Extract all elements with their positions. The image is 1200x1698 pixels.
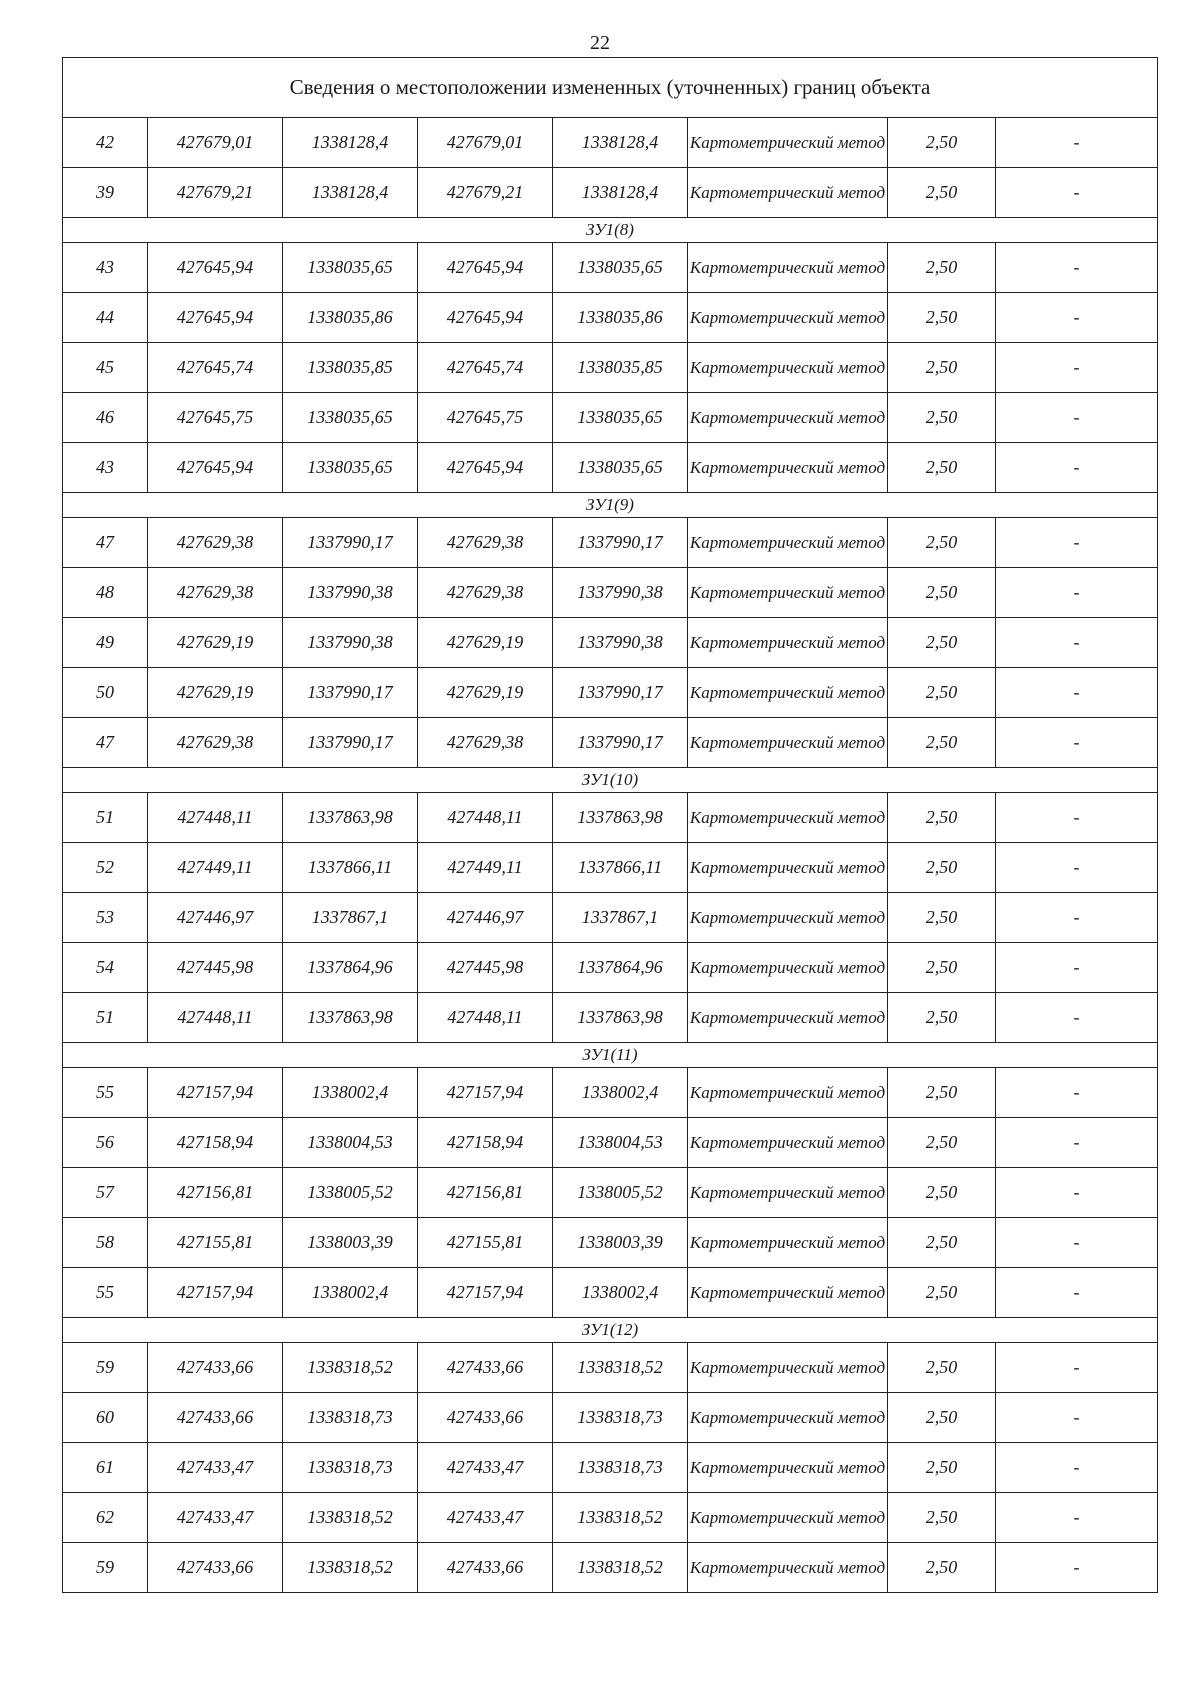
method-cell: Картометрический метод [688,243,888,293]
existing-y-cell: 1338318,52 [283,1343,418,1393]
table-row [63,568,1158,618]
refined-y-cell: 1337990,17 [553,718,688,768]
note-cell: - [996,1218,1158,1268]
precision-cell: 2,50 [888,1443,996,1493]
precision-cell: 2,50 [888,1343,996,1393]
point-number-cell: 49 [63,618,148,668]
existing-y-cell: 1338035,65 [283,393,418,443]
table-row [63,718,1158,768]
refined-x-cell: 427433,66 [418,1543,553,1593]
precision-cell: 2,50 [888,443,996,493]
existing-x-cell: 427433,66 [148,1393,283,1443]
table-row [63,1268,1158,1318]
note-cell: - [996,1543,1158,1593]
point-number-cell: 51 [63,793,148,843]
note-cell: - [996,793,1158,843]
section-label: ЗУ1(11) [63,1043,1158,1068]
table-row [63,243,1158,293]
existing-x-cell: 427158,94 [148,1118,283,1168]
table-row [63,1493,1158,1543]
method-cell: Картометрический метод [688,993,888,1043]
method-cell: Картометрический метод [688,1493,888,1543]
method-cell: Картометрический метод [688,793,888,843]
refined-y-cell: 1337990,38 [553,618,688,668]
table-row [63,518,1158,568]
refined-y-cell: 1337867,1 [553,893,688,943]
note-cell: - [996,393,1158,443]
refined-x-cell: 427629,19 [418,618,553,668]
existing-y-cell: 1338035,65 [283,243,418,293]
existing-x-cell: 427155,81 [148,1218,283,1268]
precision-cell: 2,50 [888,1393,996,1443]
existing-x-cell: 427156,81 [148,1168,283,1218]
section-label: ЗУ1(9) [63,493,1158,518]
method-cell: Картометрический метод [688,1443,888,1493]
note-cell: - [996,293,1158,343]
precision-cell: 2,50 [888,568,996,618]
point-number-cell: 59 [63,1343,148,1393]
precision-cell: 2,50 [888,993,996,1043]
existing-y-cell: 1337990,17 [283,718,418,768]
note-cell: - [996,1393,1158,1443]
precision-cell: 2,50 [888,168,996,218]
method-cell: Картометрический метод [688,443,888,493]
section-label: ЗУ1(8) [63,218,1158,243]
point-number-cell: 60 [63,1393,148,1443]
refined-x-cell: 427679,21 [418,168,553,218]
refined-y-cell: 1338035,65 [553,443,688,493]
section-label: ЗУ1(10) [63,768,1158,793]
existing-x-cell: 427433,47 [148,1493,283,1543]
note-cell: - [996,1268,1158,1318]
refined-x-cell: 427645,94 [418,443,553,493]
method-cell: Картометрический метод [688,168,888,218]
point-number-cell: 53 [63,893,148,943]
point-number-cell: 46 [63,393,148,443]
refined-x-cell: 427629,19 [418,668,553,718]
refined-y-cell: 1338318,52 [553,1493,688,1543]
refined-x-cell: 427446,97 [418,893,553,943]
precision-cell: 2,50 [888,393,996,443]
existing-y-cell: 1338035,85 [283,343,418,393]
method-cell: Картометрический метод [688,718,888,768]
existing-y-cell: 1338035,86 [283,293,418,343]
point-number-cell: 57 [63,1168,148,1218]
refined-y-cell: 1337990,17 [553,668,688,718]
existing-x-cell: 427645,75 [148,393,283,443]
point-number-cell: 44 [63,293,148,343]
table-row [63,1218,1158,1268]
existing-x-cell: 427446,97 [148,893,283,943]
section-header-row [63,768,1158,793]
note-cell: - [996,843,1158,893]
existing-y-cell: 1338128,4 [283,168,418,218]
refined-y-cell: 1338003,39 [553,1218,688,1268]
refined-y-cell: 1338035,65 [553,393,688,443]
precision-cell: 2,50 [888,793,996,843]
existing-x-cell: 427433,47 [148,1443,283,1493]
note-cell: - [996,343,1158,393]
point-number-cell: 61 [63,1443,148,1493]
coordinates-table-container [62,57,1157,1593]
precision-cell: 2,50 [888,118,996,168]
table-row [63,1068,1158,1118]
method-cell: Картометрический метод [688,943,888,993]
point-number-cell: 47 [63,718,148,768]
existing-y-cell: 1337867,1 [283,893,418,943]
note-cell: - [996,1068,1158,1118]
existing-x-cell: 427433,66 [148,1343,283,1393]
refined-x-cell: 427629,38 [418,568,553,618]
refined-x-cell: 427433,47 [418,1493,553,1543]
method-cell: Картометрический метод [688,1168,888,1218]
existing-x-cell: 427445,98 [148,943,283,993]
note-cell: - [996,1343,1158,1393]
table-row [63,393,1158,443]
refined-y-cell: 1338318,73 [553,1443,688,1493]
refined-x-cell: 427629,38 [418,518,553,568]
existing-x-cell: 427629,38 [148,518,283,568]
precision-cell: 2,50 [888,718,996,768]
table-row [63,168,1158,218]
refined-x-cell: 427645,94 [418,293,553,343]
refined-x-cell: 427445,98 [418,943,553,993]
point-number-cell: 55 [63,1068,148,1118]
precision-cell: 2,50 [888,668,996,718]
method-cell: Картометрический метод [688,518,888,568]
section-label: ЗУ1(12) [63,1318,1158,1343]
refined-x-cell: 427433,47 [418,1443,553,1493]
refined-x-cell: 427157,94 [418,1268,553,1318]
table-title: Сведения о местоположении измененных (уточненных) границ объекта [63,58,1158,118]
existing-x-cell: 427679,21 [148,168,283,218]
refined-x-cell: 427645,74 [418,343,553,393]
point-number-cell: 58 [63,1218,148,1268]
refined-y-cell: 1338035,85 [553,343,688,393]
refined-y-cell: 1338002,4 [553,1068,688,1118]
refined-y-cell: 1338318,52 [553,1343,688,1393]
existing-y-cell: 1338318,73 [283,1443,418,1493]
refined-y-cell: 1338005,52 [553,1168,688,1218]
existing-y-cell: 1338002,4 [283,1268,418,1318]
note-cell: - [996,443,1158,493]
refined-y-cell: 1338128,4 [553,168,688,218]
refined-y-cell: 1338318,73 [553,1393,688,1443]
existing-y-cell: 1338035,65 [283,443,418,493]
precision-cell: 2,50 [888,943,996,993]
existing-x-cell: 427645,94 [148,243,283,293]
table-row [63,993,1158,1043]
point-number-cell: 43 [63,243,148,293]
precision-cell: 2,50 [888,893,996,943]
existing-x-cell: 427629,38 [148,568,283,618]
table-row [63,1393,1158,1443]
method-cell: Картометрический метод [688,568,888,618]
existing-x-cell: 427449,11 [148,843,283,893]
method-cell: Картометрический метод [688,118,888,168]
refined-y-cell: 1337863,98 [553,993,688,1043]
refined-x-cell: 427157,94 [418,1068,553,1118]
existing-y-cell: 1337990,38 [283,568,418,618]
existing-x-cell: 427433,66 [148,1543,283,1593]
existing-y-cell: 1337990,17 [283,518,418,568]
refined-y-cell: 1337864,96 [553,943,688,993]
note-cell: - [996,168,1158,218]
refined-x-cell: 427448,11 [418,793,553,843]
existing-y-cell: 1338318,52 [283,1543,418,1593]
method-cell: Картометрический метод [688,668,888,718]
existing-x-cell: 427645,94 [148,443,283,493]
existing-x-cell: 427645,94 [148,293,283,343]
refined-y-cell: 1338002,4 [553,1268,688,1318]
point-number-cell: 59 [63,1543,148,1593]
existing-x-cell: 427448,11 [148,993,283,1043]
refined-y-cell: 1338318,52 [553,1543,688,1593]
precision-cell: 2,50 [888,1118,996,1168]
existing-y-cell: 1337863,98 [283,793,418,843]
refined-y-cell: 1338035,65 [553,243,688,293]
existing-y-cell: 1338004,53 [283,1118,418,1168]
point-number-cell: 47 [63,518,148,568]
note-cell: - [996,943,1158,993]
method-cell: Картометрический метод [688,843,888,893]
precision-cell: 2,50 [888,1068,996,1118]
existing-y-cell: 1337863,98 [283,993,418,1043]
note-cell: - [996,893,1158,943]
point-number-cell: 55 [63,1268,148,1318]
existing-y-cell: 1337864,96 [283,943,418,993]
section-header-row [63,1318,1158,1343]
refined-x-cell: 427155,81 [418,1218,553,1268]
method-cell: Картометрический метод [688,1118,888,1168]
existing-x-cell: 427157,94 [148,1068,283,1118]
table-row [63,668,1158,718]
table-row [63,793,1158,843]
note-cell: - [996,1493,1158,1543]
table-row [63,443,1158,493]
table-row [63,1343,1158,1393]
method-cell: Картометрический метод [688,1068,888,1118]
coordinates-table [62,57,1158,1593]
method-cell: Картометрический метод [688,1393,888,1443]
existing-x-cell: 427679,01 [148,118,283,168]
table-row [63,118,1158,168]
refined-x-cell: 427448,11 [418,993,553,1043]
table-row [63,943,1158,993]
precision-cell: 2,50 [888,618,996,668]
precision-cell: 2,50 [888,1543,996,1593]
refined-x-cell: 427156,81 [418,1168,553,1218]
note-cell: - [996,518,1158,568]
precision-cell: 2,50 [888,518,996,568]
table-row [63,1168,1158,1218]
method-cell: Картометрический метод [688,1343,888,1393]
note-cell: - [996,993,1158,1043]
existing-x-cell: 427629,19 [148,618,283,668]
point-number-cell: 50 [63,668,148,718]
refined-x-cell: 427645,75 [418,393,553,443]
note-cell: - [996,1118,1158,1168]
point-number-cell: 45 [63,343,148,393]
point-number-cell: 54 [63,943,148,993]
page-number: 22 [590,32,610,54]
method-cell: Картометрический метод [688,293,888,343]
table-body [63,58,1158,1593]
note-cell: - [996,568,1158,618]
refined-x-cell: 427433,66 [418,1343,553,1393]
existing-x-cell: 427645,74 [148,343,283,393]
precision-cell: 2,50 [888,1268,996,1318]
existing-x-cell: 427157,94 [148,1268,283,1318]
method-cell: Картометрический метод [688,1268,888,1318]
refined-x-cell: 427645,94 [418,243,553,293]
existing-y-cell: 1337990,38 [283,618,418,668]
note-cell: - [996,118,1158,168]
point-number-cell: 39 [63,168,148,218]
existing-y-cell: 1338003,39 [283,1218,418,1268]
point-number-cell: 51 [63,993,148,1043]
table-row [63,1118,1158,1168]
refined-y-cell: 1337863,98 [553,793,688,843]
existing-y-cell: 1338002,4 [283,1068,418,1118]
table-row [63,1543,1158,1593]
existing-y-cell: 1338128,4 [283,118,418,168]
table-row [63,343,1158,393]
note-cell: - [996,1168,1158,1218]
section-header-row [63,1043,1158,1068]
existing-y-cell: 1338318,73 [283,1393,418,1443]
table-row [63,893,1158,943]
refined-y-cell: 1338128,4 [553,118,688,168]
refined-y-cell: 1338035,86 [553,293,688,343]
table-title-row [63,58,1158,118]
point-number-cell: 62 [63,1493,148,1543]
refined-y-cell: 1337866,11 [553,843,688,893]
precision-cell: 2,50 [888,293,996,343]
note-cell: - [996,618,1158,668]
point-number-cell: 48 [63,568,148,618]
section-header-row [63,493,1158,518]
precision-cell: 2,50 [888,843,996,893]
note-cell: - [996,1443,1158,1493]
point-number-cell: 52 [63,843,148,893]
point-number-cell: 42 [63,118,148,168]
refined-y-cell: 1337990,38 [553,568,688,618]
method-cell: Картометрический метод [688,393,888,443]
existing-x-cell: 427448,11 [148,793,283,843]
point-number-cell: 43 [63,443,148,493]
note-cell: - [996,668,1158,718]
note-cell: - [996,243,1158,293]
refined-x-cell: 427629,38 [418,718,553,768]
method-cell: Картометрический метод [688,343,888,393]
refined-x-cell: 427679,01 [418,118,553,168]
method-cell: Картометрический метод [688,1543,888,1593]
method-cell: Картометрический метод [688,1218,888,1268]
existing-y-cell: 1337990,17 [283,668,418,718]
existing-x-cell: 427629,38 [148,718,283,768]
table-row [63,1443,1158,1493]
method-cell: Картометрический метод [688,618,888,668]
section-header-row [63,218,1158,243]
refined-x-cell: 427158,94 [418,1118,553,1168]
existing-y-cell: 1338318,52 [283,1493,418,1543]
precision-cell: 2,50 [888,1218,996,1268]
refined-x-cell: 427449,11 [418,843,553,893]
table-row [63,618,1158,668]
table-row [63,843,1158,893]
existing-y-cell: 1338005,52 [283,1168,418,1218]
precision-cell: 2,50 [888,243,996,293]
method-cell: Картометрический метод [688,893,888,943]
precision-cell: 2,50 [888,1168,996,1218]
refined-y-cell: 1337990,17 [553,518,688,568]
refined-y-cell: 1338004,53 [553,1118,688,1168]
existing-x-cell: 427629,19 [148,668,283,718]
note-cell: - [996,718,1158,768]
refined-x-cell: 427433,66 [418,1393,553,1443]
precision-cell: 2,50 [888,1493,996,1543]
point-number-cell: 56 [63,1118,148,1168]
table-row [63,293,1158,343]
existing-y-cell: 1337866,11 [283,843,418,893]
precision-cell: 2,50 [888,343,996,393]
